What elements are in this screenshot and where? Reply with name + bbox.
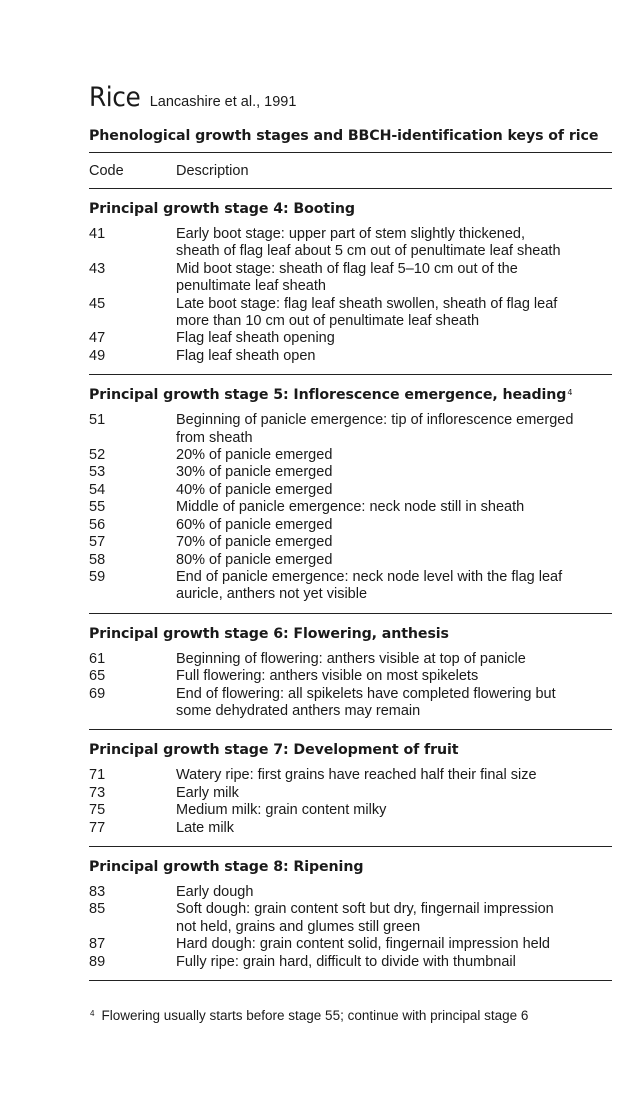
stage-entry-row [89,534,612,551]
stage-description [176,954,612,971]
growth-stage-section [89,730,612,846]
stage-title-text: Principal growth stage 6: Flowering, anthesis [89,625,449,642]
stage-code: 73 [89,784,106,801]
table-header [89,153,612,188]
description-line: more than 10 cm out of penultimate leaf sheath [176,313,480,330]
stage-entry-row [89,517,612,534]
stage-code: 54 [89,481,106,498]
stage-title-text: Principal growth stage 8: Ripening [89,858,364,875]
stage-code: 52 [89,447,106,464]
stage-code: 87 [89,936,106,953]
stage-code: 41 [89,226,106,242]
stage-entry-row [89,901,612,936]
growth-stage-section [89,189,612,374]
stage-entry-row [89,668,612,685]
growth-stage-section [89,375,612,612]
stage-description [176,552,612,569]
stage-description [176,767,612,784]
stage-entry-row [89,296,612,331]
description-line: Early boot stage: upper part of stem slightly thickened, [176,226,525,242]
stage-code: 45 [89,295,106,312]
stage-description [176,820,612,837]
footnote-reference: 4 [567,388,573,398]
stage-entry-row [89,447,612,464]
stage-entry-row [89,569,612,604]
stage-description [176,785,612,802]
stage-code: 49 [89,347,106,364]
stage-title [89,740,612,760]
stage-description [176,686,612,721]
stage-title-text: Principal growth stage 5: Inflorescence emergence, heading [89,387,567,404]
stage-code: 55 [89,499,106,516]
description-line: Hard dough: grain content solid, fingernail impression held [176,936,550,953]
stage-entry-row [89,954,612,971]
description-line: 30% of panicle emerged [176,464,333,481]
description-line: some dehydrated anthers may remain [176,702,421,719]
description-line: 80% of panicle emerged [176,551,333,568]
stage-description [176,499,612,516]
stage-description [176,296,612,331]
description-line: Middle of panicle emergence: neck node still in sheath [176,499,525,516]
stage-code: 53 [89,464,106,481]
stage-code: 85 [89,901,106,918]
stage-entry-row [89,651,612,668]
stage-code: 56 [89,516,106,533]
stage-code: 77 [89,819,106,836]
stage-entry-row [89,464,612,481]
stage-code: 61 [89,650,106,667]
divider [89,980,612,981]
stage-entry-row [89,936,612,953]
stage-code: 83 [89,883,106,900]
growth-stage-section [89,847,612,980]
stage-description [176,261,612,296]
description-line: sheath of flag leaf about 5 cm out of penultimate leaf sheath [176,243,561,260]
stage-entry-row [89,785,612,802]
stage-title [89,857,612,877]
title-row [89,82,612,118]
stage-title-text: Principal growth stage 7: Development of fruit [89,742,459,759]
table-subtitle: Phenological growth stages and BBCH-identification keys of rice [89,128,599,144]
stage-description [176,464,612,481]
stage-description [176,651,612,668]
stage-entry-row [89,552,612,569]
stage-entry-row [89,348,612,365]
title-citation: Lancashire et al., 1991 [149,94,297,110]
stage-title [89,385,612,405]
stage-list [89,189,612,981]
stage-entry-row [89,499,612,516]
stage-description [176,447,612,464]
description-line: auricle, anthers not yet visible [176,586,368,603]
stage-entry-row [89,686,612,721]
description-line: End of panicle emergence: neck node level with the flag leaf [176,568,563,585]
stage-code: 75 [89,802,106,819]
description-line: Watery ripe: first grains have reached half their final size [176,767,537,784]
stage-title-text: Principal growth stage 4: Booting [89,201,355,217]
description-line: 20% of panicle emerged [176,447,333,464]
description-line: Medium milk: grain content milky [176,802,387,819]
stage-description [176,534,612,551]
description-line: 70% of panicle emerged [176,534,333,551]
description-line: 40% of panicle emerged [176,481,333,498]
stage-description [176,668,612,685]
stage-code: 71 [89,767,106,784]
stage-code: 57 [89,534,106,551]
description-line: Early milk [176,784,239,801]
stage-entry-row [89,802,612,819]
description-line: from sheath [176,429,253,446]
stage-description [176,517,612,534]
stage-description [176,226,612,261]
stage-code: 47 [89,330,106,347]
description-line: Late milk [176,819,235,836]
stage-code: 69 [89,685,106,702]
description-line: Mid boot stage: sheath of flag leaf 5–10 cm out of the [176,260,518,277]
description-line: End of flowering: all spikelets have completed flowering but [176,685,556,702]
stage-entry-row [89,226,612,261]
growth-stage-section [89,614,612,730]
stage-entry-row [89,261,612,296]
stage-code: 51 [89,412,106,429]
stage-description [176,330,612,347]
stage-code: 59 [89,568,106,585]
stage-code: 58 [89,551,106,568]
description-line: Full flowering: anthers visible on most spikelets [176,668,479,685]
stage-code: 65 [89,668,106,685]
description-line: not held, grains and glumes still green [176,918,421,935]
stage-entry-row [89,884,612,901]
description-line: Late boot stage: flag leaf sheath swollen, sheath of flag leaf [176,295,558,312]
stage-description [176,482,612,499]
stage-description [176,348,612,365]
stage-description [176,901,612,936]
stage-description [176,884,612,901]
description-line: Fully ripe: grain hard, difficult to divide with thumbnail [176,953,516,970]
stage-entry-row [89,820,612,837]
footnote [89,1008,612,1023]
page-title: Rice [89,82,141,113]
stage-entry-row [89,482,612,499]
description-line: Beginning of panicle emergence: tip of inflorescence emerged [176,412,574,429]
column-header-description: Description [176,162,249,179]
description-line: Early dough [176,883,254,900]
stage-title [89,199,612,219]
footnote-mark: 4 [90,1009,95,1018]
footnote-text: Flowering usually starts before stage 55; continue with principal stage 6 [101,1008,529,1023]
stage-entry-row [89,767,612,784]
description-line: 60% of panicle emerged [176,516,333,533]
stage-description [176,936,612,953]
stage-description [176,412,612,447]
description-line: penultimate leaf sheath [176,278,326,295]
stage-code: 89 [89,953,106,970]
description-line: Beginning of flowering: anthers visible at top of panicle [176,650,526,667]
stage-description [176,569,612,604]
column-header-code: Code [89,162,124,179]
stage-code: 43 [89,260,106,277]
description-line: Flag leaf sheath opening [176,330,335,347]
stage-description [176,802,612,819]
stage-title [89,624,612,644]
stage-entry-row [89,412,612,447]
stage-entry-row [89,330,612,347]
description-line: Soft dough: grain content soft but dry, fingernail impression [176,901,554,918]
document-page [89,82,612,1023]
description-line: Flag leaf sheath open [176,347,316,364]
